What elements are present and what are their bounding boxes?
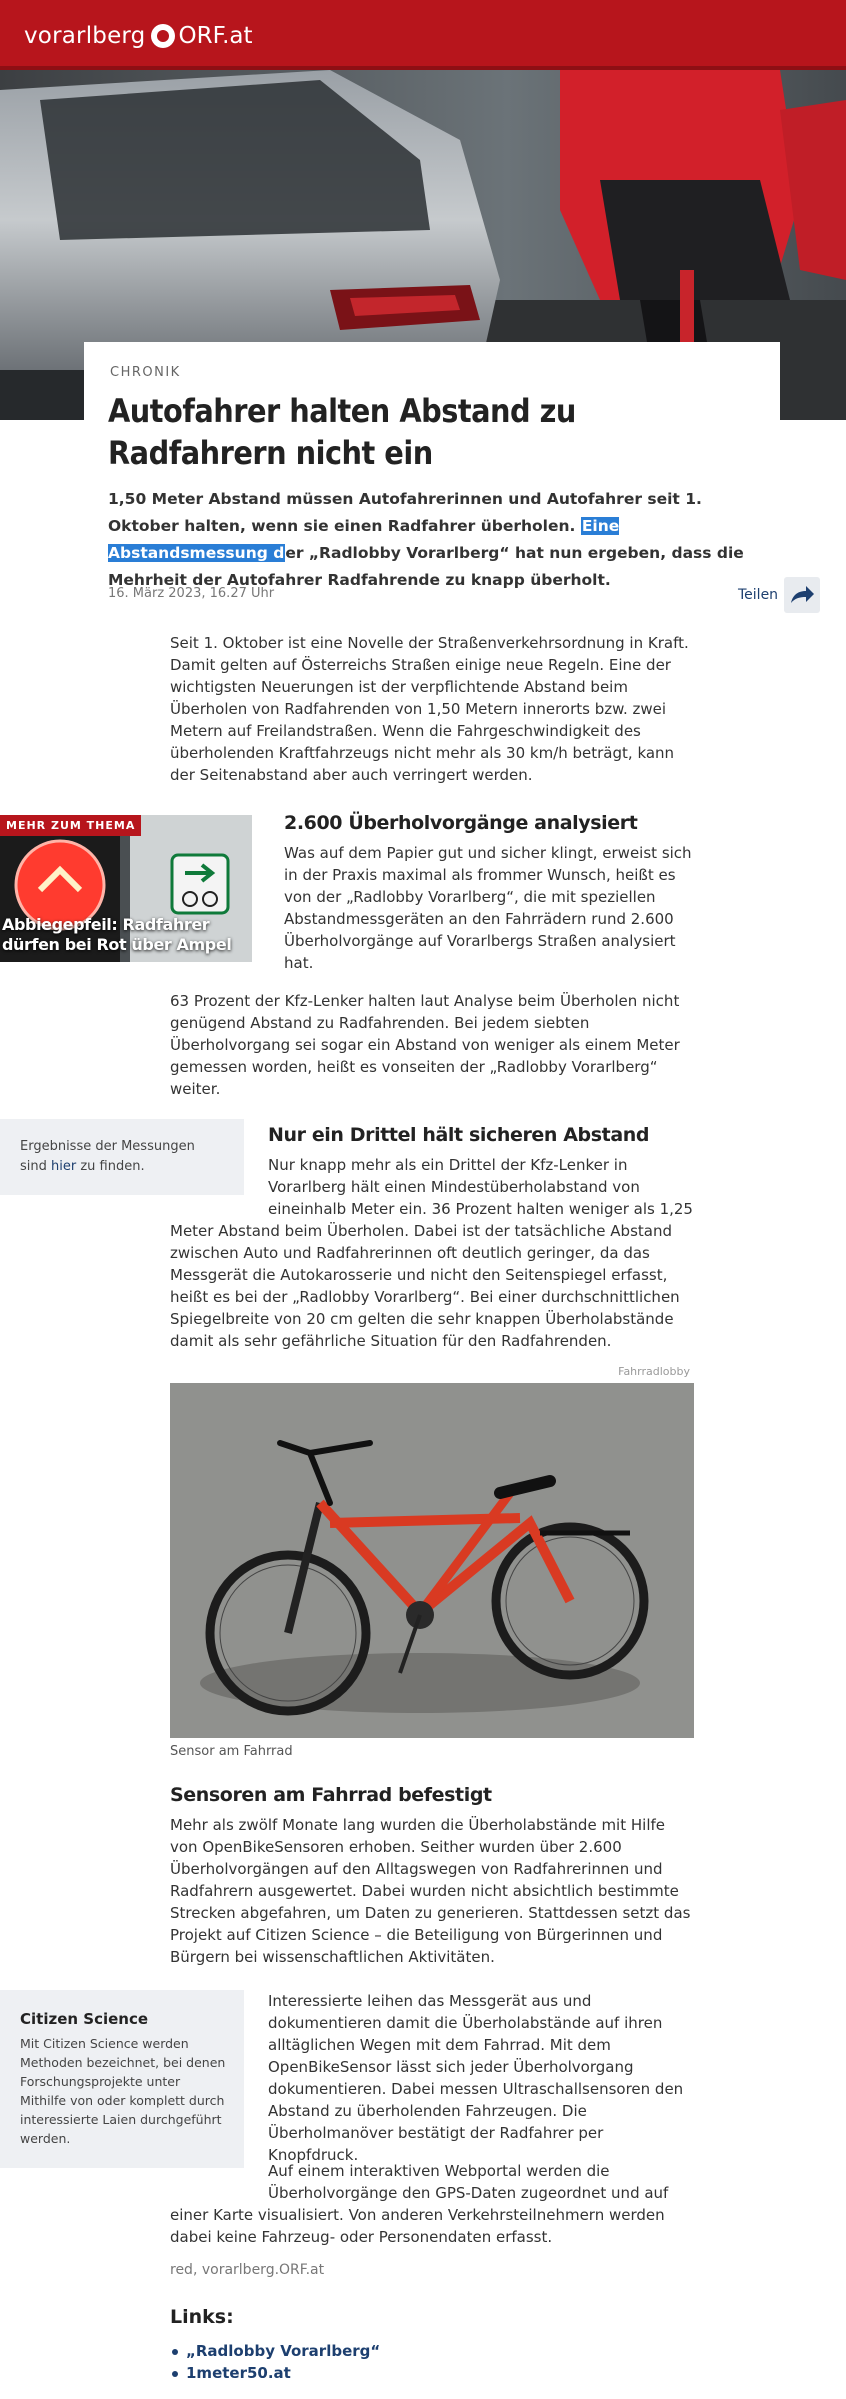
article-paragraph-6: Interessierte leihen das Messgerät aus und dokumentieren damit die Überholabstände auf ihren alltäglichen Wegen mit dem Fahrrad. Mit dem OpenBikeSensor lässt sich jeder Überholvorgang dokumentieren. Dabei messen Ultraschallsensoren den Abstand zu überholenden Fahrzeugen. Die Überholmanöver bestätigt der Radfahrer per Knopfdruck. (268, 1992, 684, 2164)
bicycle-illustration (170, 1383, 694, 1738)
results-link[interactable]: hier (51, 1159, 77, 1174)
article-paragraph-7a: Auf einem interaktiven Webportal werden die Überholvorgänge den GPS-Daten zugeordnet und auf (268, 2162, 669, 2202)
link-1meter50[interactable]: 1meter50.at (170, 2362, 380, 2384)
share-label: Teilen (738, 587, 779, 603)
infobox-text-end: zu finden. (76, 1159, 145, 1174)
bicycle-photo (170, 1383, 694, 1738)
citizen-science-infobox (0, 1990, 244, 2168)
ressort-label: CHRONIK (110, 365, 181, 380)
links-heading: Links: (170, 2306, 234, 2328)
measurement-results-infobox (0, 1119, 244, 1195)
orf-eye-icon (151, 24, 175, 48)
lead-text-start: 1,50 Meter Abstand müssen Autofahrerinnen und Autofahrer seit 1. Oktober halten, wenn sie einen Radfahrer überholen. (108, 490, 702, 535)
site-logo[interactable] (24, 22, 253, 50)
article-paragraph-2: Was auf dem Papier gut und sicher klingt, erweist sich in der Praxis maximal als frommer Wunsch, heißt es von der „Radlobby Vorarlberg“, die mit speziellen Abstandmessgeräten an den Fahrrädern rund 2.600 Überholvorgänge auf Vorarlbergs Straßen analysiert hat. (284, 844, 692, 972)
link-radlobby[interactable]: „Radlobby Vorarlberg“ (170, 2340, 380, 2362)
article-lead (108, 486, 748, 594)
article-paragraph-4a: Nur knapp mehr als ein Drittel der Kfz-Lenker in Vorarlberg hält einen Mindestüberholabstand von eineinhalb Meter ein. 36 Prozent halten weniger als 1,25 (268, 1156, 693, 1218)
teaser-tag: MEHR ZUM THEMA (0, 815, 141, 836)
infobox-text-start: Ergebnisse der Messungen sind (20, 1139, 195, 1174)
article-paragraph-7b: einer Karte visualisiert. Von anderen Verkehrsteilnehmern werden dabei keine Fahrzeug- oder Personendaten erfasst. (170, 2206, 665, 2246)
article-paragraph-5: Mehr als zwölf Monate lang wurden die Überholabstände mit Hilfe von OpenBikeSensoren erhoben. Seither wurden über 2.600 Überholvorgängen auf den Alltagswegen von Radfahrerinnen und Radfahrern ausgewertet. Dabei wurden nicht absichtlich bestimmte Strecken abgefahren, um Daten zu generieren. Stattdessen setzt das Projekt auf Citizen Science – die Beteiligung von Bürgerinnen und Bürgern bei wissenschaftlichen Aktivitäten. (170, 1816, 691, 1966)
lead-text-selection: Eine Abstandsmessung d (108, 517, 620, 562)
article-title: Autofahrer halten Abstand zu Radfahrern nicht ein (108, 392, 576, 472)
article-paragraph-3: 63 Prozent der Kfz-Lenker halten laut Analyse beim Überholen nicht genügend Abstand zu Radfahrenden. Bei jedem siebten Überholvorgang sei sogar ein Abstand von weniger als einem Meter gemessen worden, heißt es vonseiten der „Radlobby Vorarlberg“ weiter. (170, 992, 680, 1098)
section-heading-1: 2.600 Überholvorgänge analysiert (284, 812, 638, 834)
section-heading-2: Nur ein Drittel hält sicheren Abstand (268, 1124, 650, 1146)
teaser-title: Abbiegepfeil: Radfahrer dürfen bei Rot über Ampel (2, 915, 232, 954)
share-arrow-icon (784, 577, 820, 613)
logo-region: vorarlberg (24, 23, 146, 49)
share-button[interactable] (738, 577, 820, 613)
article-paragraph-4b: Meter Abstand beim Überholen. Dabei ist der tatsächliche Abstand zwischen Auto und Radfahrerinnen oft deutlich geringer, da das Messgerät die Autokarosserie und nicht den Seitenspiegel erfasst, heißt es bei der „Radlobby Vorarlberg“. Bei einer durchschnittlichen Spiegelbreite von 20 cm gelten die sehr knappen Überholabstände damit als sehr gefährliche Situation für den Radfahrenden. (170, 1222, 680, 1350)
article-paragraph-1: Seit 1. Oktober ist eine Novelle der Straßenverkehrsordnung in Kraft. Damit gelten auf Österreichs Straßen einige neue Regeln. Eine der wichtigsten Neuerungen ist der verpflichtende Abstand beim Überholen von Radfahrenden von 1,50 Metern innerorts bzw. zwei Metern auf Freilandstraßen. Wenn die Fahrgeschwindigkeit des überholenden Kraftfahrzeugs nicht mehr als 30 km/h beträgt, kann der Seitenabstand aber auch verringert werden. (170, 634, 689, 784)
infobox-description: Mit Citizen Science werden Methoden bezeichnet, bei denen Forschungsprojekte unter Mithilfe von oder komplett durch interessierte Laien durchgeführt werden. (20, 2036, 226, 2146)
lead-text-end: er „Radlobby Vorarlberg“ hat nun ergeben, dass die Mehrheit der Autofahrer Radfahrende zu knapp überholt. (108, 544, 744, 589)
related-teaser[interactable] (0, 815, 252, 962)
infobox-title: Citizen Science (20, 2010, 149, 2028)
section-heading-3: Sensoren am Fahrrad befestigt (170, 1784, 492, 1806)
article-date: 16. März 2023, 16.27 Uhr (108, 586, 275, 601)
logo-orf: ORF.at (178, 23, 253, 49)
links-list (170, 2340, 380, 2384)
photo-caption: Sensor am Fahrrad (170, 1744, 293, 1759)
site-header (0, 0, 846, 70)
infobox-text (20, 1137, 220, 1177)
photo-credit: Fahrradlobby (618, 1365, 690, 1378)
article-author: red, vorarlberg.ORF.at (170, 2262, 325, 2278)
